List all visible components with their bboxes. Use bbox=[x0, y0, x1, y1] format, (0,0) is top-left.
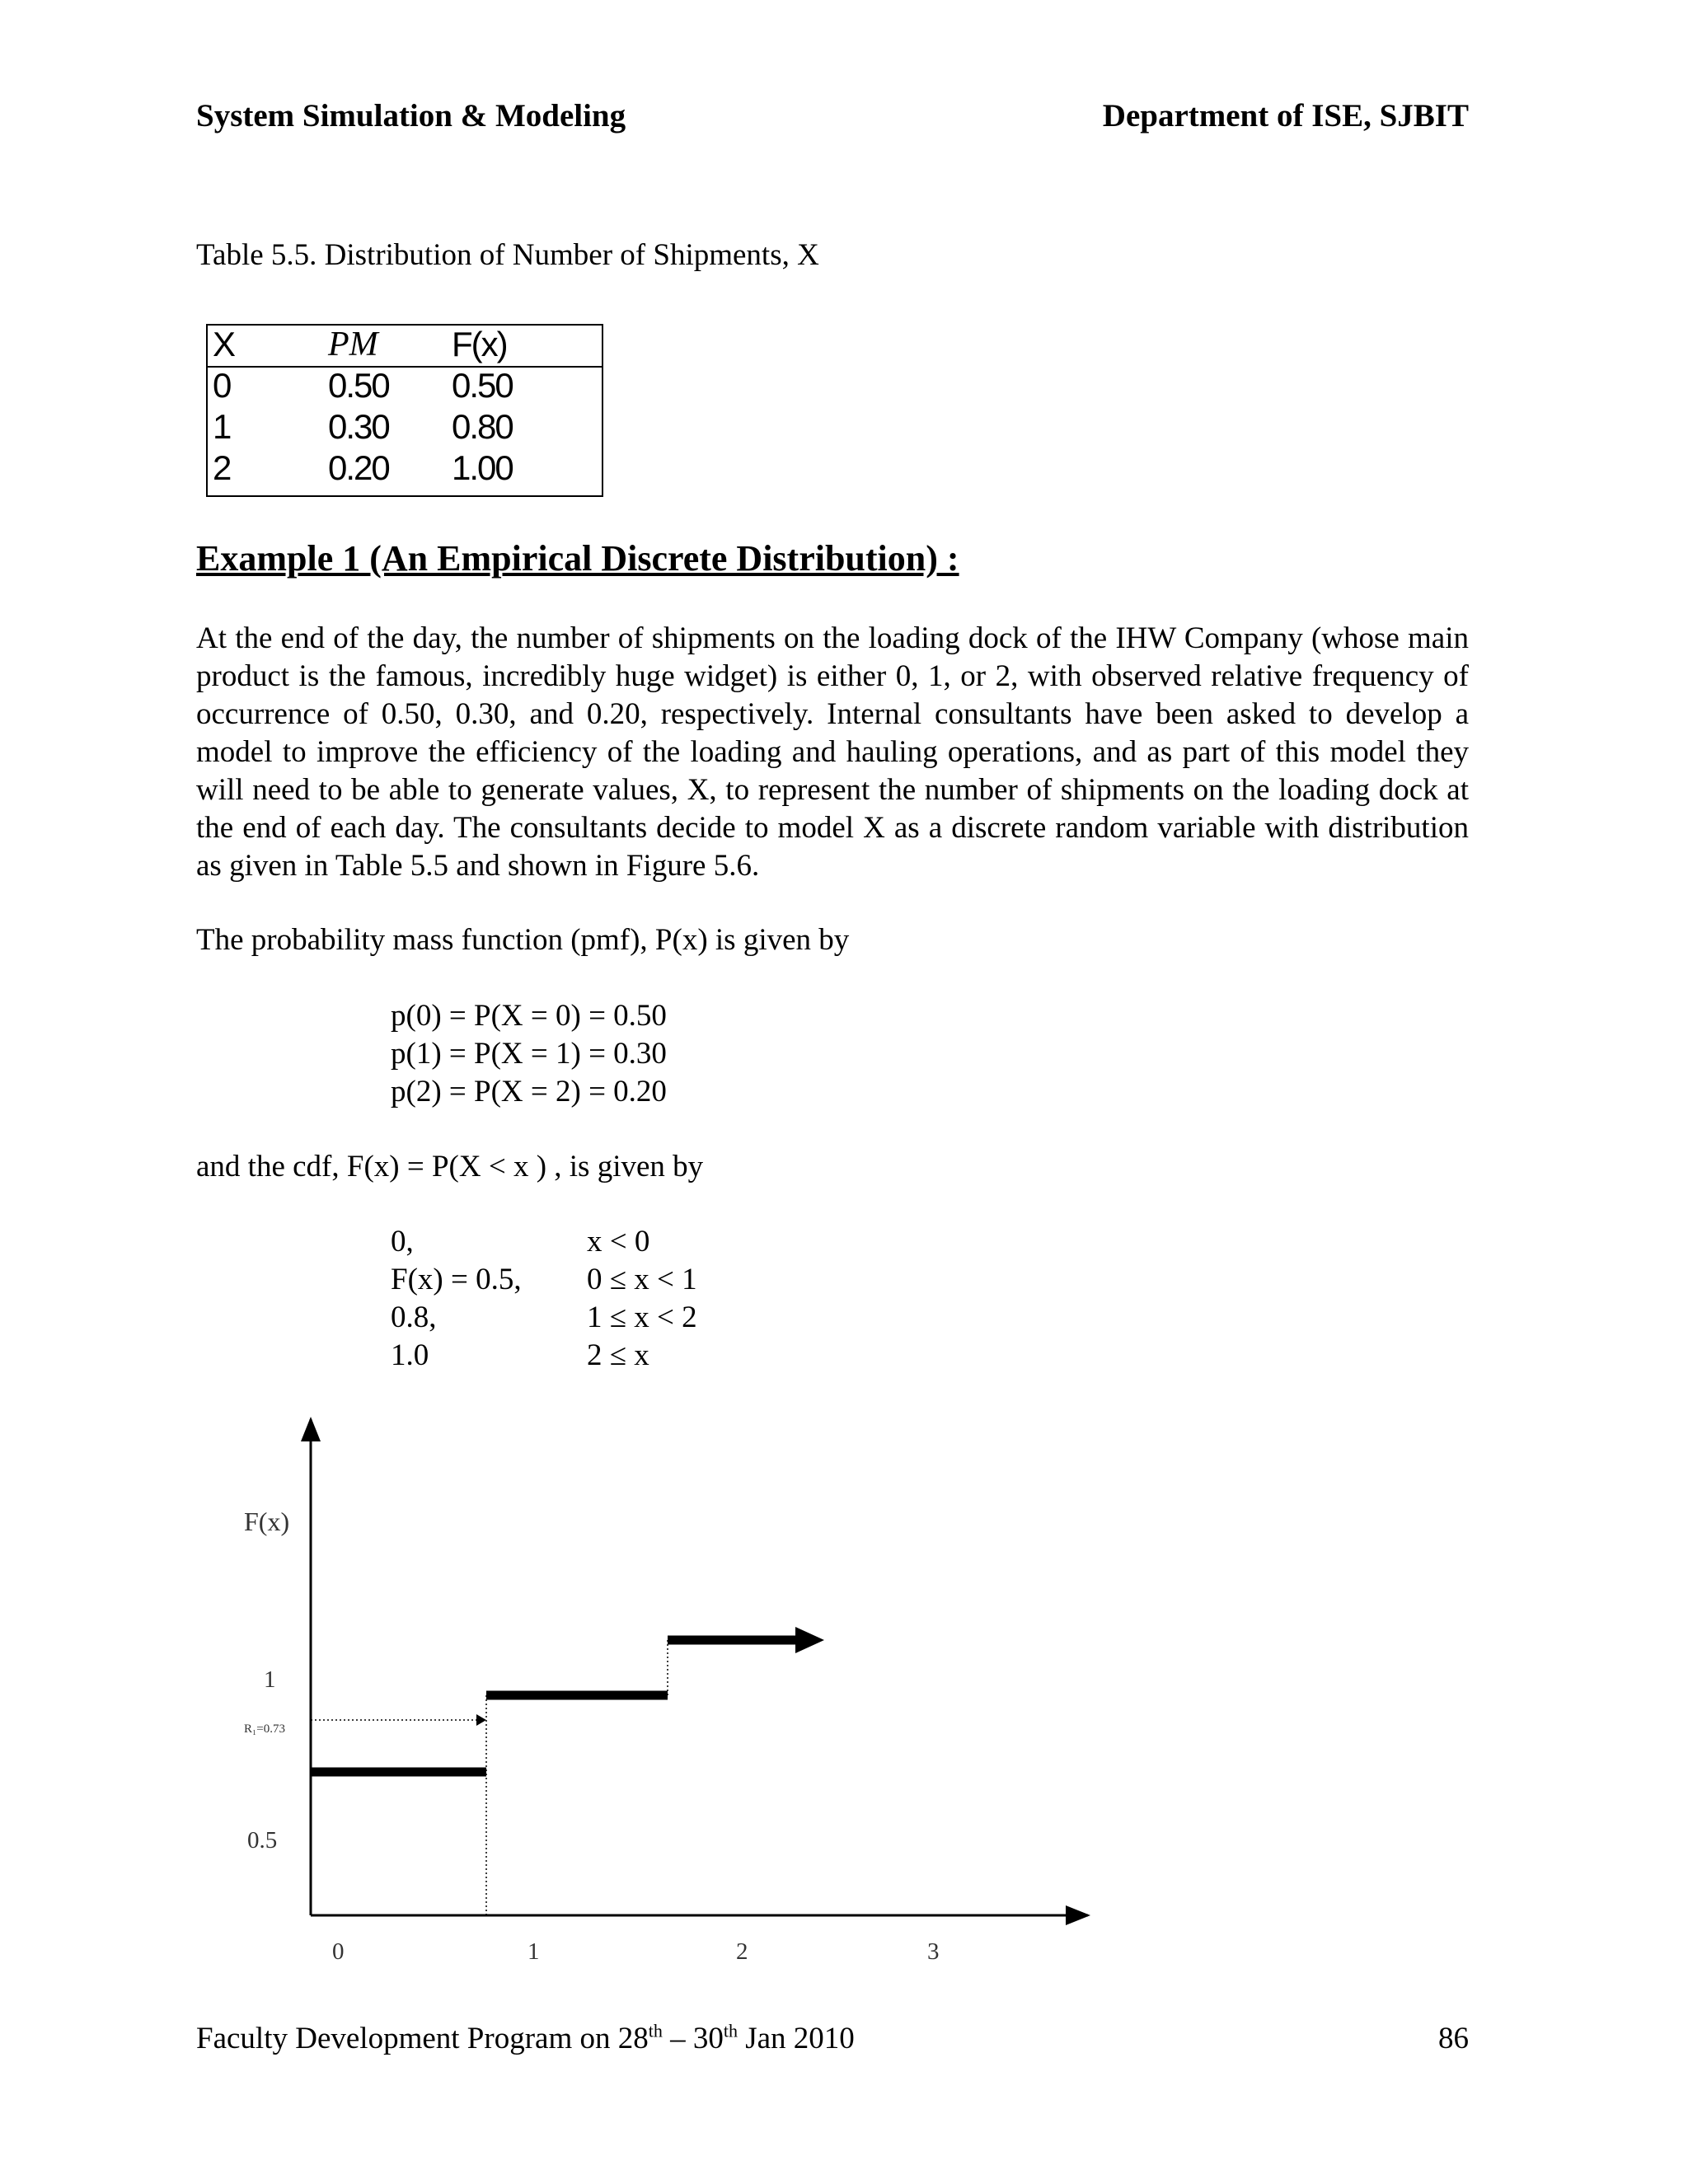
pmf-line: p(2) = P(X = 2) = 0.20 bbox=[391, 1075, 667, 1108]
table-cell: 1.00 bbox=[452, 448, 513, 487]
cdf-condition: 2 ≤ x bbox=[587, 1338, 649, 1372]
footer-program bbox=[196, 2021, 855, 2056]
table-header-pm: PM bbox=[328, 326, 378, 363]
footer-middle: – 30 bbox=[662, 2022, 724, 2055]
x-tick-label: 2 bbox=[736, 1938, 748, 1965]
table-cell: 0.20 bbox=[328, 448, 389, 487]
pmf-line: p(0) = P(X = 0) = 0.50 bbox=[391, 999, 667, 1033]
cdf-value: 0, bbox=[391, 1225, 414, 1258]
footer-suffix: Jan 2010 bbox=[737, 2022, 855, 2055]
example-paragraph: At the end of the day, the number of shipments on the loading dock of the IHW Company (whose main product is the famous, incredibly huge widget) is either 0, 1, or 2, with observed relative frequency of occurrence of 0.50, 0.30, and 0.20, respectively. Internal consultants have been asked to develop a model to improve the efficiency of the loading and hauling operations, and as part of this model they will need to be able to generate values, X, to represent the number of shipments on the loading dock at the end of each day. The consultants decide to model X as a discrete random variable with distribution as given in Table 5.5 and shown in Figure 5.6. bbox=[196, 621, 1469, 883]
table-caption: Table 5.5. Distribution of Number of Shipments, X bbox=[196, 238, 819, 272]
footer-prefix: Faculty Development Program on 28 bbox=[196, 2022, 649, 2055]
table-cell: 0.50 bbox=[452, 366, 513, 405]
table-header-x: X bbox=[213, 325, 235, 363]
pmf-intro: The probability mass function (pmf), P(x) is given by bbox=[196, 923, 850, 957]
page-number: 86 bbox=[1438, 2022, 1469, 2055]
step-arrowhead bbox=[795, 1627, 824, 1653]
y-axis-label: F(x) bbox=[244, 1507, 290, 1536]
table-cell: 1 bbox=[213, 407, 231, 446]
cdf-intro: and the cdf, F(x) = P(X < x ) , is given by bbox=[196, 1150, 704, 1183]
x-tick-label: 0 bbox=[332, 1938, 345, 1965]
cdf-condition: 1 ≤ x < 2 bbox=[587, 1301, 697, 1334]
annotation-arrowhead bbox=[476, 1714, 486, 1726]
table-cell: 0 bbox=[213, 366, 231, 405]
footer-sup: th bbox=[723, 2020, 738, 2041]
header-department: Department of ISE, SJBIT bbox=[1102, 98, 1469, 134]
footer-sup: th bbox=[648, 2020, 663, 2041]
table-cell: 0.50 bbox=[328, 366, 389, 405]
table-cell: 0.30 bbox=[328, 407, 389, 446]
annotation-label: R₁=0.73 bbox=[244, 1722, 285, 1736]
x-tick-label: 1 bbox=[528, 1938, 540, 1965]
header-course-title: System Simulation & Modeling bbox=[196, 98, 626, 134]
y-tick-label: 0.5 bbox=[247, 1827, 278, 1854]
cdf-condition: x < 0 bbox=[587, 1225, 650, 1258]
x-tick-label: 3 bbox=[927, 1938, 940, 1965]
table-header-fx: F(x) bbox=[452, 325, 507, 363]
table-cell: 2 bbox=[213, 448, 231, 487]
example-heading: Example 1 (An Empirical Discrete Distribution) : bbox=[196, 538, 959, 579]
cdf-condition: 0 ≤ x < 1 bbox=[587, 1263, 697, 1296]
cdf-value: 0.8, bbox=[391, 1301, 437, 1334]
cdf-value: 1.0 bbox=[391, 1338, 429, 1372]
cdf-value: F(x) = 0.5, bbox=[391, 1263, 522, 1296]
pmf-line: p(1) = P(X = 1) = 0.30 bbox=[391, 1037, 667, 1071]
y-tick-label: 1 bbox=[264, 1666, 276, 1693]
table-cell: 0.80 bbox=[452, 407, 513, 446]
